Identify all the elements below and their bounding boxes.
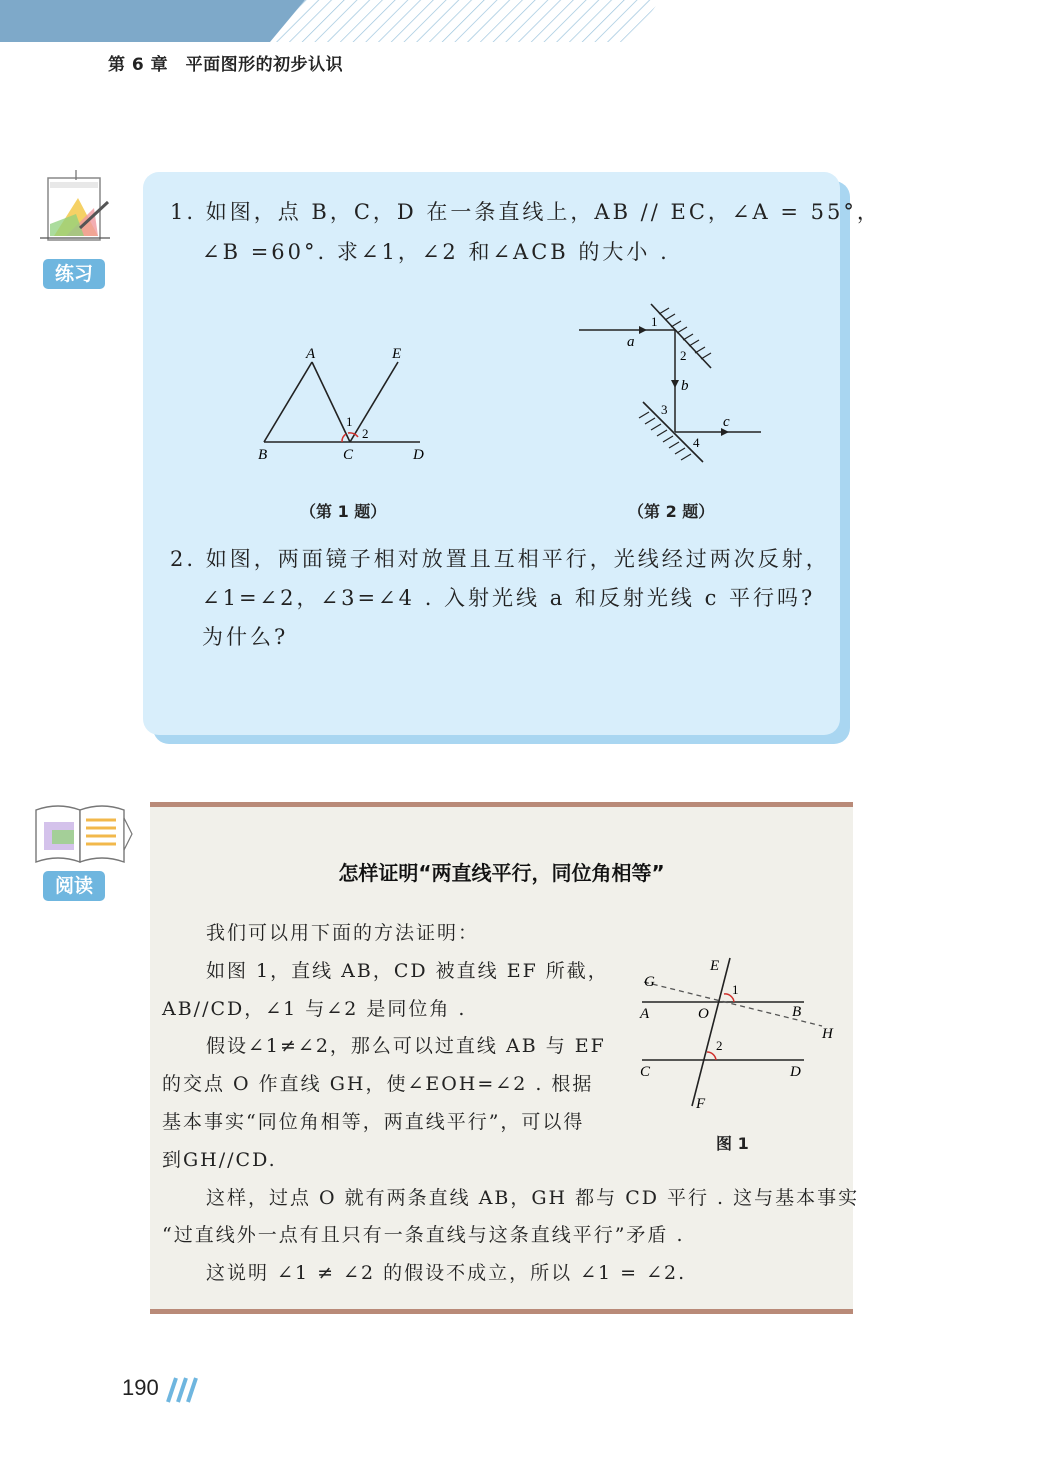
reading-paragraph-3-line-2: 的交点 O 作直线 GH，使∠EOH=∠2 . 根据: [162, 1073, 594, 1095]
rfig-label-E: E: [710, 958, 720, 974]
fig1-label-C: C: [343, 447, 354, 463]
reading-book-icon: [30, 800, 134, 866]
fig2-angle-1: 1: [651, 314, 658, 329]
figure-2-caption: （第 2 题）: [628, 502, 715, 521]
rfig-angle-2: 2: [716, 1038, 723, 1053]
fig2-angle-3: 3: [661, 402, 668, 417]
practice-badge: 练习: [43, 259, 105, 289]
reading-paragraph-3-line-1: 假设∠1≠∠2，那么可以过直线 AB 与 EF: [206, 1035, 606, 1057]
reading-paragraph-3-line-3: 基本事实“同位角相等，两直线平行”，可以得: [162, 1111, 585, 1133]
question-2-line-3: 为什么?: [202, 625, 289, 649]
figure-2-mirrors: [575, 298, 775, 468]
reading-paragraph-4-line-2: “过直线外一点有且只有一条直线与这条直线平行”矛盾 .: [162, 1224, 685, 1246]
rfig-label-O: O: [698, 1006, 709, 1022]
question-1-line-1: 1. 如图，点 B，C，D 在一条直线上，AB // EC，∠A = 55°，: [170, 200, 881, 224]
reading-figure-caption: 图 1: [716, 1134, 749, 1153]
header-banner: [0, 0, 1049, 42]
rfig-label-C: C: [640, 1064, 651, 1080]
reading-paragraph-3-line-4: 到GH//CD.: [162, 1149, 277, 1171]
fig2-angle-2: 2: [680, 348, 687, 363]
rfig-label-F: F: [696, 1096, 706, 1112]
reading-paragraph-2-line-1: 如图 1，直线 AB，CD 被直线 EF 所截，: [206, 960, 609, 982]
rfig-label-H: H: [822, 1026, 833, 1042]
fig1-label-B: B: [258, 447, 268, 463]
rfig-angle-1: 1: [732, 982, 739, 997]
fig1-label-E: E: [392, 346, 402, 362]
chapter-title: 第 6 章 平面图形的初步认识: [108, 55, 344, 75]
fig1-angle-2: 2: [362, 426, 369, 441]
figure-1-caption: （第 1 题）: [300, 502, 387, 521]
rfig-label-G: G: [644, 974, 655, 990]
figure-1-triangle: [250, 338, 440, 468]
fig2-label-b: b: [681, 378, 689, 394]
reading-paragraph-4-line-1: 这样，过点 O 就有两条直线 AB，GH 都与 CD 平行 . 这与基本事实: [206, 1187, 860, 1209]
reading-paragraph-5: 这说明 ∠1 ≠ ∠2 的假设不成立，所以 ∠1 = ∠2.: [206, 1262, 687, 1284]
reading-figure-1: [634, 950, 844, 1120]
page-number-slashes: [160, 1376, 200, 1404]
fig1-label-A: A: [306, 346, 316, 362]
practice-book-icon: [36, 168, 114, 248]
reading-title: 怎样证明“两直线平行，同位角相等”: [338, 861, 665, 885]
question-2-line-2: ∠1=∠2，∠3=∠4 . 入射光线 a 和反射光线 c 平行吗?: [202, 586, 816, 610]
fig1-label-D: D: [413, 447, 424, 463]
fig2-label-a: a: [627, 334, 635, 350]
rfig-label-D: D: [790, 1064, 801, 1080]
reading-badge: 阅读: [43, 871, 105, 901]
rfig-label-B: B: [792, 1004, 802, 1020]
reading-paragraph-1: 我们可以用下面的方法证明：: [206, 922, 480, 944]
question-2-line-1: 2. 如图，两面镜子相对放置且互相平行，光线经过两次反射，: [170, 547, 830, 571]
rfig-label-A: A: [640, 1006, 650, 1022]
question-1-line-2: ∠B =60°. 求∠1，∠2 和∠ACB 的大小 .: [202, 240, 670, 264]
fig1-angle-1: 1: [346, 414, 353, 429]
reading-paragraph-2-line-2: AB//CD，∠1 与∠2 是同位角 .: [162, 998, 467, 1020]
page-number: 190: [122, 1375, 159, 1400]
fig2-angle-4: 4: [693, 435, 700, 450]
fig2-label-c: c: [723, 414, 730, 430]
